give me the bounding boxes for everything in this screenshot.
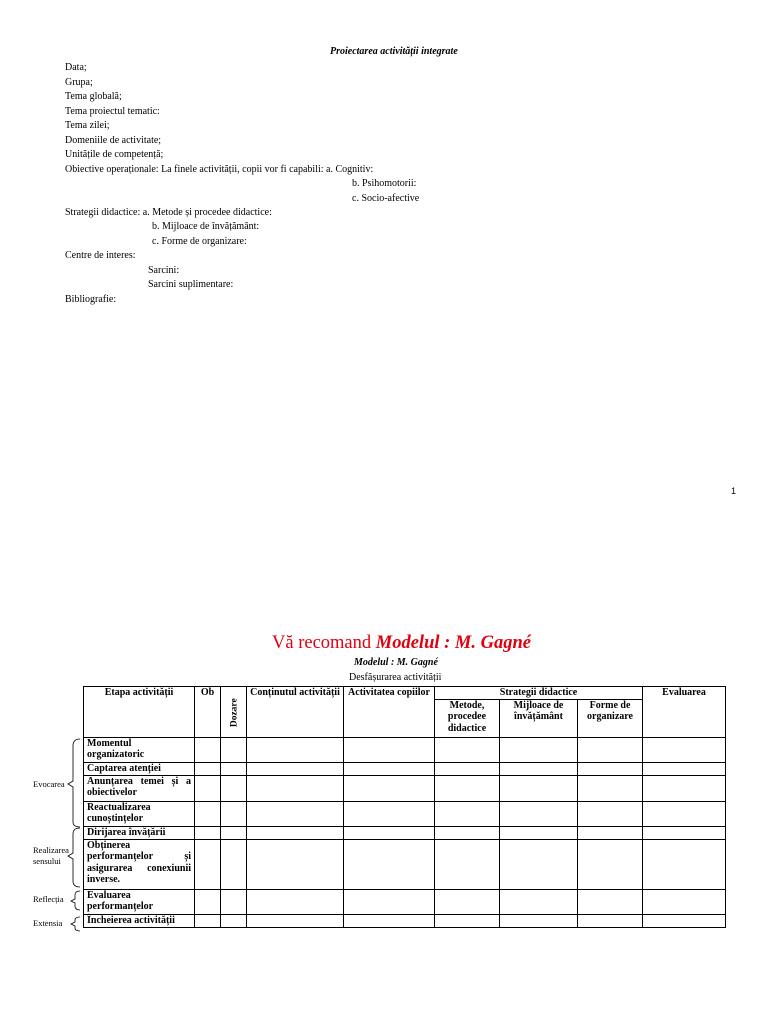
field-competente: Unitățile de competență; xyxy=(65,149,164,160)
sarcini-suplimentare: Sarcini suplimentare: xyxy=(148,279,234,290)
row-etapa-obtinerea: Obținerea performanțelor și asigurarea conexiunii inverse. xyxy=(84,839,195,889)
field-grupa: Grupa; xyxy=(65,76,93,88)
bracket-evocarea xyxy=(68,739,80,827)
page-number: 1 xyxy=(731,486,737,496)
row-etapa-incheierea: Încheierea activității xyxy=(84,914,195,927)
strategii-metode: Strategii didactice: a. Metode și procedee didactice: xyxy=(65,207,272,218)
label-realizarea-2: sensului xyxy=(33,856,61,866)
field-data: Data; xyxy=(65,62,87,73)
label-reflectia: Reflecția xyxy=(33,894,64,904)
row-etapa-reactualizarea: Reactualizarea cunoștințelor xyxy=(84,801,195,826)
field-tema-zilei: Tema zilei; xyxy=(65,120,110,131)
centre-interes: Centre de interes: xyxy=(65,250,136,261)
row-etapa-captarea: Captarea atenției xyxy=(84,762,195,775)
label-realizarea-1: Realizarea xyxy=(33,845,69,855)
bracket-reflectia xyxy=(71,891,80,910)
field-tema-globala: Tema globală; xyxy=(65,91,122,102)
bibliografie: Bibliografie: xyxy=(65,294,117,305)
header-ob: Ob xyxy=(195,687,221,738)
page-title: Proiectarea activității integrate xyxy=(330,46,458,57)
strategii-forme: c. Forme de organizare: xyxy=(152,236,247,247)
model-subtitle: Modelul : M. Gagné xyxy=(354,657,438,668)
header-mijloace: Mijloace de învățământ xyxy=(500,699,578,737)
row-etapa-momentul: Momentul organizatoric xyxy=(84,737,195,762)
recommend-model: Modelul : M. Gagné xyxy=(375,633,531,653)
header-activitatea: Activitatea copiilor xyxy=(344,687,435,738)
bracket-extensia xyxy=(71,917,80,931)
header-strategii: Strategii didactice xyxy=(435,687,643,700)
field-tema-proiect: Tema proiectul tematic: xyxy=(65,105,160,117)
header-evaluarea: Evaluarea xyxy=(643,687,726,738)
strategii-mijloace: b. Mijloace de învățământ: xyxy=(152,221,260,232)
header-metode: Metode, procedee didactice xyxy=(435,699,500,737)
label-extensia: Extensia xyxy=(33,918,63,928)
desfasurarea-title: Desfășurarea activității xyxy=(349,672,442,683)
obiectiv-psihomotorii: b. Psihomotorii: xyxy=(352,178,417,189)
header-etapa: Etapa activității xyxy=(84,687,195,738)
obiectiv-socio-afective: c. Socio-afective xyxy=(352,193,420,204)
row-etapa-dirijarea: Dirijarea învățării xyxy=(84,826,195,839)
label-evocarea: Evocarea xyxy=(33,779,65,789)
header-dozare: Dozare xyxy=(229,697,240,727)
sarcini: Sarcini: xyxy=(148,265,180,276)
bracket-realizarea xyxy=(68,828,80,887)
field-obiective: Obiective operaționale: La finele activității, copii vor fi capabili: a. Cognitiv: xyxy=(65,163,374,175)
row-etapa-anuntarea: Anunțarea temei și a obiectivelor xyxy=(84,775,195,801)
header-forme: Forme de organizare xyxy=(578,699,643,737)
field-domenii: Domeniile de activitate; xyxy=(65,134,162,146)
row-etapa-evaluarea: Evaluarea performanțelor xyxy=(84,889,195,914)
recommend-prefix: Vă recomand xyxy=(272,633,376,653)
header-continutul: Conținutul activității xyxy=(247,687,344,738)
